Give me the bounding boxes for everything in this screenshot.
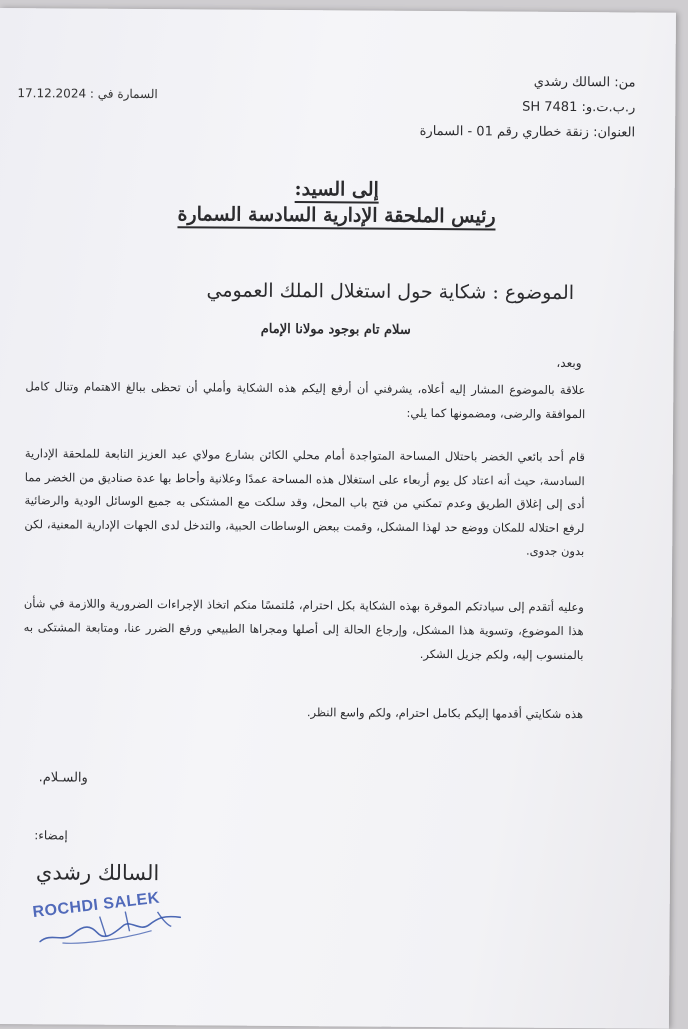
recipient-block bbox=[0, 176, 675, 229]
sender-name: من: السالك رشدي bbox=[533, 74, 636, 91]
sender-id: ر.ب.ت.و: SH 7481 bbox=[522, 99, 636, 116]
paragraph-facts: قام أحد بائعي الخضر باحتلال المساحة المتواجدة أمام محلي الكائن بشارع مولاي عبد العزيز التابعة للملحقة الإدارية السادسة، حيث أنه اعتاد كل يوم أربعاء على استغلال هذه المساحة عمدًا وعلانية وأحاط بها عدة صناديق من الخضر مما أدى إلى إغلاق الطريق وعدم تمكني من فتح باب المحل، وقد سلكت مع المشتكى به جميع الوسائل الودية والرضائية لرفع احتلاله للمكان ووضع حد لهذا المشكل، وقمت ببعض الوساطات الحبية، والتدخل لدى الجهات الإدارية المعنية، لكن بدون جدوى. bbox=[24, 446, 585, 559]
sender-address: العنوان: زنقة خطاري رقم 01 - السمارة bbox=[419, 123, 636, 141]
recipient-title: رئيس الملحقة الإدارية السادسة السمارة bbox=[177, 203, 495, 230]
paragraph-intro: علاقة بالموضوع المشار إليه أعلاه، يشرفني أن أرفع إليكم هذه الشكاية وأملي أن تحظى ببالغ الاهتمام وتنال كامل الموافقة والرضى، ومضمونها كما يلي: bbox=[25, 379, 586, 422]
letter-date: السمارة في : 17.12.2024 bbox=[17, 86, 158, 102]
letter-opening: وبعد، bbox=[556, 355, 582, 371]
closing-salutation: والسـلام. bbox=[38, 770, 88, 786]
recipient-salutation: إلى السيد: bbox=[295, 178, 379, 204]
stamp-latin-name: ROCHDI SALEK bbox=[31, 889, 161, 922]
letter-greeting: سلام تام بوجود مولانا الإمام bbox=[260, 321, 411, 338]
paragraph-request: وعليه أتقدم إلى سيادتكم الموقرة بهذه الشكاية بكل احترام، مُلتمسًا منكم اتخاذ الإجراءات الضرورية واللازمة في شأن هذا الموضوع، وتسوية هذا المشكل، وإرجاع الحالة إلى أصلها ومجراها الطبيعي ورفع الضرر عنا، ومتابعة المشتكى به بالمنسوب إليه، ولكم جزيل الشكر. bbox=[23, 596, 584, 663]
paragraph-closing: هذه شكايتي أقدمها إليكم بكامل احترام، ولكم واسع النظر. bbox=[306, 705, 584, 722]
sender-block bbox=[420, 69, 636, 146]
handwritten-signature-icon bbox=[27, 875, 203, 956]
letter-page bbox=[0, 8, 676, 1029]
signature-label: إمضاء: bbox=[34, 828, 68, 843]
signature-name: السالك رشدي bbox=[35, 860, 160, 886]
signature-stamp bbox=[27, 875, 203, 956]
letter-subject: الموضوع : شكاية حول استغلال الملك العمومي bbox=[206, 279, 575, 305]
